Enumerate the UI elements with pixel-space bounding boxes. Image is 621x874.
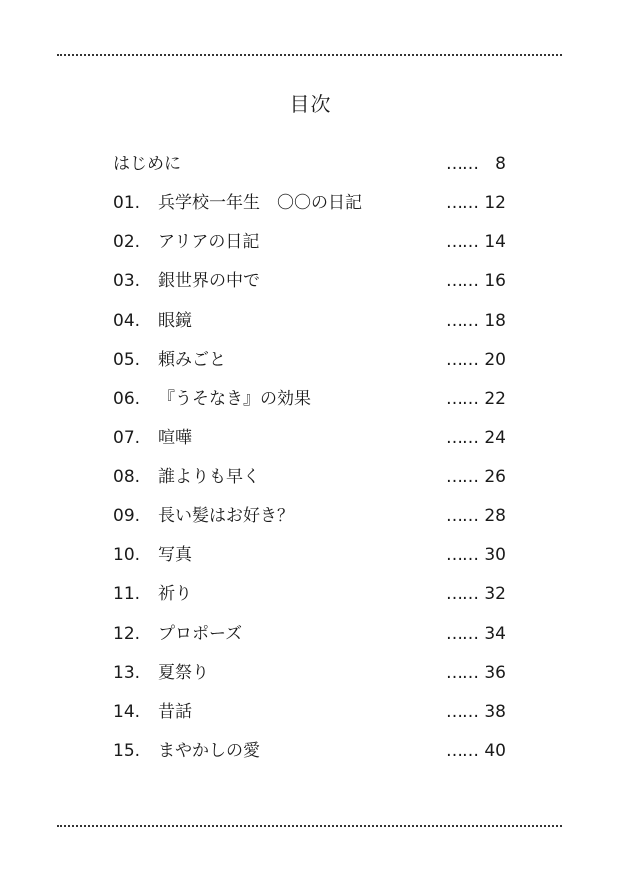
- toc-entry-number: 08.: [113, 467, 141, 487]
- toc-entry-leader: ……: [446, 388, 478, 409]
- toc-entry-leader: ……: [446, 701, 478, 722]
- toc-entry-title: 眼鏡: [158, 310, 192, 331]
- toc-entry-number: 01.: [113, 193, 141, 214]
- toc-entry-title: 長い髪はお好き？: [158, 506, 294, 527]
- toc-entry-leader: ……: [446, 467, 478, 487]
- toc-entry-number: 14.: [113, 701, 141, 722]
- toc-entry-page-number: 26: [484, 467, 506, 487]
- toc-entry-number: 12.: [113, 623, 141, 644]
- toc-entry-number: 03.: [113, 271, 141, 292]
- toc-entry-number: 15.: [113, 740, 141, 761]
- toc-entry-number: 10.: [113, 545, 141, 566]
- toc-entry-title: 誰よりも早く: [158, 467, 260, 487]
- toc-entry-leader: ……: [446, 584, 478, 605]
- toc-entry-title: 祈り: [158, 584, 192, 605]
- toc-entry-title: はじめに: [113, 154, 181, 174]
- toc-entry-title: 写真: [158, 545, 192, 566]
- toc-entry-leader: ……: [446, 662, 478, 683]
- toc-entry[interactable]: [113, 419, 513, 458]
- page-title: 目次: [289, 92, 332, 116]
- toc-entry-page-number: 18: [484, 310, 506, 331]
- toc-entry-page-number: 14: [484, 232, 506, 253]
- toc-entry-page-number: 38: [484, 701, 506, 722]
- toc-entry-leader: ……: [446, 193, 478, 214]
- toc-entry[interactable]: [113, 458, 513, 497]
- toc-entry[interactable]: [113, 732, 513, 771]
- toc-entry-leader: ……: [446, 506, 478, 527]
- toc-entry-number: 13.: [113, 662, 141, 683]
- toc-entry-page-number: 36: [484, 662, 506, 683]
- toc-entry-leader: ……: [446, 427, 478, 448]
- toc-entry-page-number: 34: [484, 623, 506, 644]
- toc-entry-title: プロポーズ: [158, 623, 243, 644]
- toc-entry[interactable]: [113, 223, 513, 262]
- toc-entry-title: アリアの日記: [158, 232, 260, 253]
- toc-entry-leader: ……: [446, 154, 478, 174]
- toc-entry-title: まやかしの愛: [158, 740, 260, 761]
- toc-entry-page-number: 30: [484, 545, 506, 566]
- toc-entry[interactable]: [113, 341, 513, 380]
- toc-entry-page-number: 22: [484, 388, 506, 409]
- toc-entry[interactable]: [113, 302, 513, 341]
- toc-entry[interactable]: [113, 262, 513, 301]
- toc-entry-number: 05.: [113, 349, 141, 370]
- toc-entry[interactable]: [113, 184, 513, 223]
- toc-entry[interactable]: [113, 145, 513, 184]
- toc-entry-page-number: 16: [484, 271, 506, 292]
- toc-entry-page-number: 12: [484, 193, 506, 214]
- toc-entry-number: 06.: [113, 388, 141, 409]
- toc-entry-page-number: 8: [495, 154, 506, 174]
- toc-entry-leader: ……: [446, 349, 478, 370]
- toc-entry-leader: ……: [446, 623, 478, 644]
- toc-entry-leader: ……: [446, 310, 478, 331]
- toc-entry-title: 夏祭り: [158, 662, 209, 683]
- toc-entry-title: 頼みごと: [158, 349, 226, 370]
- toc-entry-number: 07.: [113, 427, 141, 448]
- table-of-contents: [113, 145, 513, 771]
- toc-entry[interactable]: [113, 575, 513, 614]
- toc-entry[interactable]: [113, 615, 513, 654]
- toc-entry-page-number: 20: [484, 349, 506, 370]
- toc-entry-leader: ……: [446, 271, 478, 292]
- toc-entry-leader: ……: [446, 232, 478, 253]
- toc-entry-number: 09.: [113, 506, 141, 527]
- top-dotted-rule: [57, 54, 562, 56]
- toc-entry-title: 銀世界の中で: [158, 271, 260, 292]
- toc-entry[interactable]: [113, 654, 513, 693]
- toc-entry-number: 11.: [113, 584, 141, 605]
- toc-entry-leader: ……: [446, 740, 478, 761]
- toc-entry-number: 04.: [113, 310, 141, 331]
- toc-entry-title: 兵学校一年生 〇〇の日記: [158, 193, 362, 214]
- toc-entry-number: 02.: [113, 232, 141, 253]
- toc-entry-leader: ……: [446, 545, 478, 566]
- toc-entry-title: 『うそなき』の効果: [158, 388, 311, 409]
- toc-entry-page-number: 24: [484, 427, 506, 448]
- toc-entry[interactable]: [113, 693, 513, 732]
- toc-entry[interactable]: [113, 380, 513, 419]
- toc-entry-title: 昔話: [158, 701, 192, 722]
- toc-entry[interactable]: [113, 536, 513, 575]
- toc-entry-page-number: 28: [484, 506, 506, 527]
- toc-entry-page-number: 40: [484, 740, 506, 761]
- toc-entry-title: 喧嘩: [158, 427, 192, 448]
- toc-entry[interactable]: [113, 497, 513, 536]
- bottom-dotted-rule: [57, 825, 562, 827]
- toc-entry-page-number: 32: [484, 584, 506, 605]
